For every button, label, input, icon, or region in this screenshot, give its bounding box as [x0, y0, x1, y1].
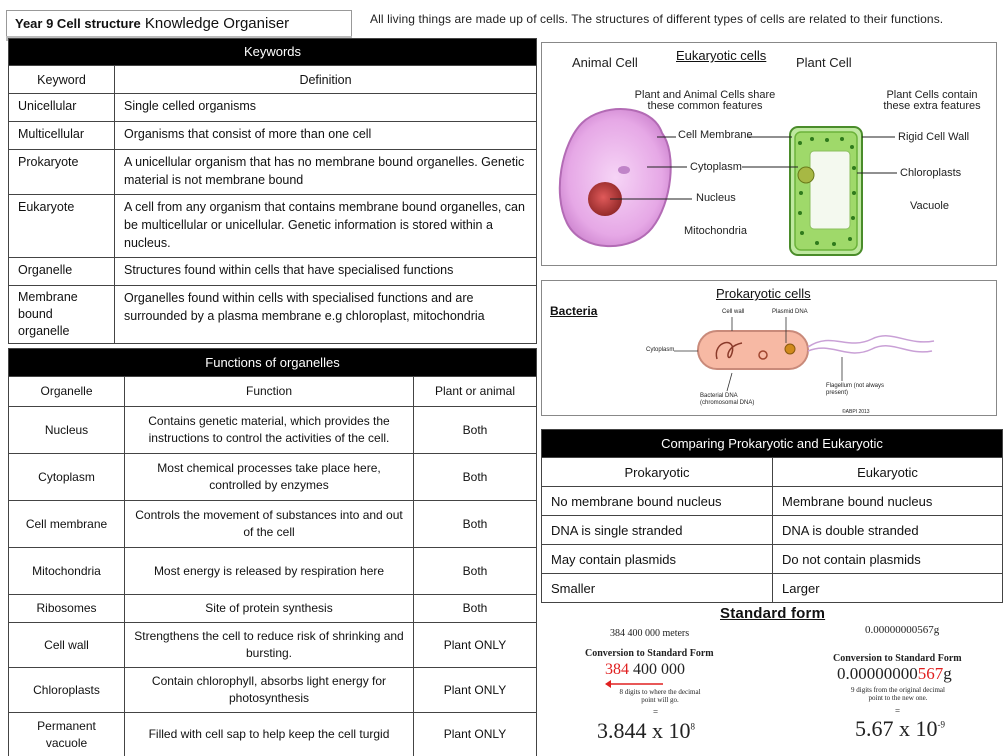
organelle-type: Both — [414, 454, 537, 501]
sf-right-digits-black: 0.00000000 — [837, 664, 918, 683]
functions-table — [8, 348, 537, 756]
eukaryotic-cell: Membrane bound nucleus — [773, 487, 1003, 516]
eukaryotic-col-header: Eukaryotic — [773, 458, 1003, 487]
organelle-name: Cell wall — [9, 623, 125, 668]
organelle-function: Most energy is released by respiration here — [125, 548, 414, 595]
table-row — [542, 545, 1003, 574]
organelle-function: Controls the movement of substances into and out of the cell — [125, 501, 414, 548]
table-row — [9, 595, 537, 623]
organelle-function: Strengthens the cell to reduce risk of shrinking and bursting. — [125, 623, 414, 668]
eukaryotic-cell: Do not contain plasmids — [773, 545, 1003, 574]
sf-left-digits-red: 384 — [605, 661, 629, 678]
sf-right-digits-red: 567 — [917, 664, 944, 683]
organelle-type: Both — [414, 407, 537, 454]
table-row — [9, 501, 537, 548]
plant-cell-label: Plant Cell — [796, 55, 852, 70]
bacteria-label: Bacteria — [550, 304, 598, 318]
organelle-name: Ribosomes — [9, 595, 125, 623]
table-row — [9, 286, 537, 344]
table-row — [9, 150, 537, 195]
sf-right-note: 9 digits from the original decimal point to the new one. — [851, 686, 945, 702]
table-row — [542, 574, 1003, 603]
cell-membrane-label: Cell Membrane — [678, 129, 753, 141]
keyword-definition: Structures found within cells that have specialised functions — [115, 258, 537, 286]
keyword-definition: Single celled organisms — [115, 94, 537, 122]
organelle-name: Cytoplasm — [9, 454, 125, 501]
plasmid-large — [785, 344, 795, 354]
organelle-type: Both — [414, 595, 537, 623]
flagellum — [808, 346, 932, 353]
animal-cell-label: Animal Cell — [572, 55, 638, 70]
eukaryotic-heading: Eukaryotic cells — [676, 48, 767, 63]
vacuole-label: Vacuole — [910, 200, 949, 212]
prokaryotic-diagram — [541, 280, 997, 416]
sf-right-result-base: 5.67 x 10 — [855, 716, 938, 741]
organelle-type: Both — [414, 501, 537, 548]
sf-right-digits-unit: g — [943, 664, 952, 683]
organelle-function: Site of protein synthesis — [125, 595, 414, 623]
organelle-name: Mitochondria — [9, 548, 125, 595]
organelle-type: Plant ONLY — [414, 668, 537, 713]
sf-left-digits — [605, 661, 685, 679]
keyword-term: Multicellular — [9, 122, 115, 150]
eukaryotic-cell: Larger — [773, 574, 1003, 603]
sf-right-equals: = — [895, 706, 901, 716]
animal-organelle — [618, 166, 630, 174]
sf-left-arrow — [605, 680, 665, 688]
sf-left-digits-rest: 400 000 — [629, 661, 685, 678]
nucleus-label: Nucleus — [696, 192, 736, 204]
sf-right-exponent: -9 — [937, 719, 945, 730]
comparison-title: Comparing Prokaryotic and Eukaryotic — [542, 430, 1003, 458]
keyword-definition: A unicellular organism that has no membrane bound organelles. Genetic material is not membrane bound — [115, 150, 537, 195]
sf-right-digits — [837, 664, 952, 684]
prokaryotic-cell: DNA is single stranded — [542, 516, 773, 545]
sf-left-equals: = — [653, 707, 659, 717]
sf-right-value: 0.00000000567g — [865, 624, 940, 636]
keyword-term: Eukaryote — [9, 195, 115, 258]
keywords-table — [8, 38, 537, 344]
prokaryotic-cell: Smaller — [542, 574, 773, 603]
keyword-definition: Organisms that consist of more than one cell — [115, 122, 537, 150]
extra-features-label: Plant Cells contain these extra features — [883, 89, 981, 112]
keyword-definition: Organelles found within cells with specialised functions and are surrounded by a plasma membrane e.g chloroplast, mitochondria — [115, 286, 537, 344]
cell-wall-label: Cell wall — [722, 309, 745, 315]
prokaryotic-heading: Prokaryotic cells — [716, 286, 811, 301]
sf-left-note: 8 digits to where the decimal point will go. — [619, 688, 701, 704]
rigid-wall-label: Rigid Cell Wall — [898, 131, 970, 143]
title-bold: Year 9 Cell structure — [15, 16, 141, 31]
shared-features-label: Plant and Animal Cells share these common features — [634, 89, 776, 112]
chloroplasts-label: Chloroplasts — [900, 167, 962, 179]
animal-cell — [560, 109, 671, 246]
organelle-function: Contains genetic material, which provides the instructions to control the activities of the cell. — [125, 407, 414, 454]
bacteria-illustration — [542, 281, 998, 417]
credit-label: ©ABPI 2013 — [842, 409, 870, 415]
keyword-term: Unicellular — [9, 94, 115, 122]
plasmid-label: Plasmid DNA — [772, 309, 808, 315]
standard-form-panel — [585, 624, 1003, 756]
table-row — [9, 407, 537, 454]
organelle-type: Plant ONLY — [414, 623, 537, 668]
sf-right-conversion: Conversion to Standard Form — [833, 653, 962, 664]
organelle-type: Plant ONLY — [414, 713, 537, 756]
table-row — [542, 516, 1003, 545]
plant-vacuole — [810, 151, 850, 229]
organelle-col-header: Organelle — [9, 377, 125, 407]
table-row — [9, 713, 537, 756]
organelle-type: Both — [414, 548, 537, 595]
comparison-table — [541, 429, 1003, 603]
eukaryotic-cell: DNA is double stranded — [773, 516, 1003, 545]
prokaryotic-col-header: Prokaryotic — [542, 458, 773, 487]
cytoplasm-label: Cytoplasm — [646, 347, 675, 353]
table-row — [9, 122, 537, 150]
bacterial-dna-label: Bacterial DNA (chromosomal DNA) — [700, 393, 755, 406]
eukaryotic-illustration — [542, 43, 998, 267]
sf-right-result — [855, 716, 945, 742]
keyword-term: Organelle — [9, 258, 115, 286]
page-title — [6, 10, 352, 38]
sf-left-result — [597, 718, 695, 744]
eukaryotic-diagram — [541, 42, 997, 266]
table-row — [9, 548, 537, 595]
table-row — [9, 668, 537, 713]
keyword-term: Prokaryote — [9, 150, 115, 195]
standard-form-title: Standard form — [720, 605, 826, 622]
organelle-function: Filled with cell sap to help keep the cell turgid — [125, 713, 414, 756]
table-row — [9, 454, 537, 501]
sf-left-result-base: 3.844 x 10 — [597, 718, 691, 743]
sf-left-value: 384 400 000 meters — [610, 628, 690, 639]
table-row — [9, 258, 537, 286]
prokaryotic-cell: No membrane bound nucleus — [542, 487, 773, 516]
organelle-function: Contain chlorophyll, absorbs light energy for photosynthesis — [125, 668, 414, 713]
table-row — [542, 487, 1003, 516]
functions-title: Functions of organelles — [9, 349, 537, 377]
keyword-definition: A cell from any organism that contains membrane bound organelles, can be multicellular or unicellular. Genetic information is stored within a nucleus. — [115, 195, 537, 258]
table-row — [9, 94, 537, 122]
organelle-name: Chloroplasts — [9, 668, 125, 713]
mitochondria-label: Mitochondria — [684, 225, 747, 237]
type-col-header: Plant or animal — [414, 377, 537, 407]
organelle-function: Most chemical processes take place here, controlled by enzymes — [125, 454, 414, 501]
organelle-name: Cell membrane — [9, 501, 125, 548]
function-col-header: Function — [125, 377, 414, 407]
plant-nucleus — [798, 167, 814, 183]
flagellum-label: Flagellum (not always present) — [826, 383, 885, 396]
sf-left-exponent: 8 — [690, 721, 695, 732]
definition-col-header: Definition — [115, 66, 537, 94]
keywords-title: Keywords — [9, 39, 537, 66]
organelle-name: Permanent vacuole — [9, 713, 125, 756]
keyword-term: Membrane bound organelle — [9, 286, 115, 344]
keyword-col-header: Keyword — [9, 66, 115, 94]
organelle-name: Nucleus — [9, 407, 125, 454]
prokaryotic-cell: May contain plasmids — [542, 545, 773, 574]
sf-left-conversion: Conversion to Standard Form — [585, 648, 714, 659]
table-row — [9, 195, 537, 258]
intro-text: All living things are made up of cells. The structures of different types of cells are related to their functions. — [370, 12, 944, 26]
cytoplasm-label: Cytoplasm — [690, 161, 742, 173]
title-rest: Knowledge Organiser — [140, 15, 290, 32]
table-row — [9, 623, 537, 668]
